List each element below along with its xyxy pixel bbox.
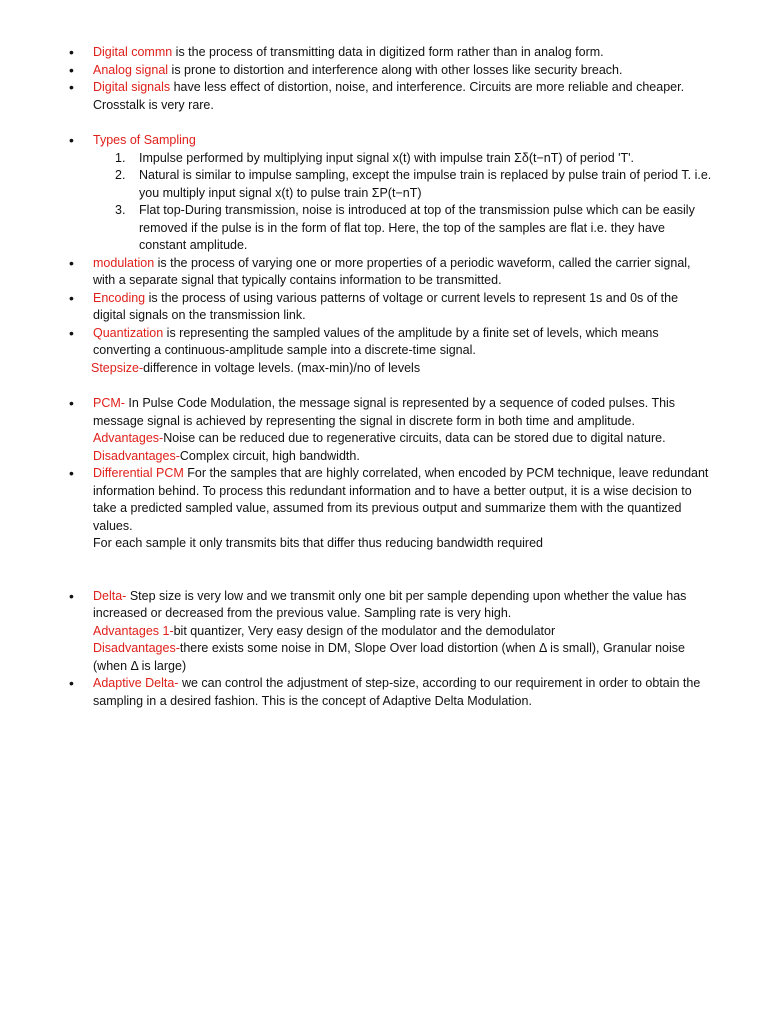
bullet-analog-signal	[0, 62, 768, 80]
item-text: Flat top-During transmission, noise is introduced at top of the transmission pulse which can be easily removed if the pulse is in the form of flat top. Here, the top of the samples are flat i.e. they have constant amplitude.	[139, 203, 695, 252]
text-pcm: In Pulse Code Modulation, the message signal is represented by a sequence of coded pulses. This message signal is achieved by representing the signal in discrete form in both time and amplitude.	[93, 396, 676, 428]
term-delta-advantages: Advantages 1-	[93, 623, 174, 638]
text-digital-commn: is the process of transmitting data in digitized form rather than in analog form.	[172, 45, 604, 59]
item-text: Natural is similar to impulse sampling, except the impulse train is replaced by pulse train of period T. i.e. you multiply input signal x(t) to pulse train ΣP(t−nT)	[139, 168, 712, 200]
bullet-pcm	[0, 395, 768, 465]
sampling-type-item	[93, 150, 712, 168]
term-pcm-disadvantages: Disadvantages-	[93, 448, 180, 463]
bullet-encoding	[0, 290, 768, 325]
term-pcm: PCM-	[93, 396, 125, 410]
text-analog-signal: is prone to distortion and interference along with other losses like security breach.	[168, 62, 623, 77]
term-adaptive-delta: Adaptive Delta-	[93, 676, 179, 690]
text-differential-pcm-2: For each sample it only transmits bits that differ thus reducing bandwidth required	[93, 536, 543, 550]
text-delta-disadvantages: there exists some noise in DM, Slope Over load distortion (when Δ is small), Granular noise (when Δ is large)	[93, 641, 685, 673]
stepsize-line	[91, 360, 712, 378]
bullet-differential-pcm	[0, 465, 768, 553]
text-differential-pcm: For the samples that are highly correlated, when encoded by PCM technique, leave redundant information behind. To process this redundant information and to have a better output, it is a wise decision to take a predicted sampled value, assumed from its previous output and summarize them with the quantized values.	[93, 466, 709, 533]
spacer	[0, 114, 768, 132]
item-text: Impulse performed by multiplying input signal x(t) with impulse train Σδ(t−nT) of period 'T'.	[139, 150, 634, 165]
text-delta: Step size is very low and we transmit only one bit per sample depending upon whether the value has increased or decreased from the previous value. Sampling rate is very high.	[93, 588, 687, 620]
delta-disadvantages-line	[93, 640, 712, 675]
item-number: 2.	[115, 168, 126, 182]
text-adaptive-delta: we can control the adjustment of step-size, according to our requirement in order to obtain the sampling in a desired fashion. This is the concept of Adaptive Delta Modulation.	[93, 676, 701, 708]
term-delta: Delta-	[93, 588, 127, 603]
bullet-modulation	[0, 255, 768, 290]
item-number: 1.	[115, 150, 126, 165]
term-differential-pcm: Differential PCM	[93, 466, 184, 480]
sampling-type-item	[93, 167, 712, 202]
text-modulation: is the process of varying one or more properties of a periodic waveform, called the carrier signal, with a separate signal that typically contains information to be transmitted.	[93, 255, 691, 287]
text-pcm-advantages: Noise can be reduced due to regenerative circuits, data can be stored due to digital nature.	[163, 431, 666, 445]
text-digital-signals: have less effect of distortion, noise, and interference. Circuits are more reliable and cheaper. Crosstalk is very rare.	[93, 80, 685, 112]
term-digital-commn: Digital commn	[93, 45, 173, 59]
term-pcm-advantages: Advantages-	[93, 431, 164, 445]
bullet-list-main	[0, 132, 768, 377]
term-modulation: modulation	[93, 255, 155, 270]
bullet-list-pcm	[0, 395, 768, 553]
text-encoding: is the process of using various patterns of voltage or current levels to represent 1s and 0s of the digital signals on the transmission link.	[93, 290, 679, 322]
spacer	[0, 553, 768, 588]
document-page	[0, 44, 768, 710]
pcm-disadvantages-line	[93, 448, 712, 466]
term-encoding: Encoding	[93, 290, 146, 305]
bullet-digital-commn	[0, 44, 768, 62]
bullet-adaptive-delta	[0, 675, 768, 710]
text-stepsize: difference in voltage levels. (max-min)/no of levels	[143, 360, 421, 375]
bullet-list-delta	[0, 588, 768, 711]
item-number: 3.	[115, 203, 126, 217]
term-stepsize: Stepsize-	[91, 360, 144, 375]
bullet-delta	[0, 588, 768, 676]
term-analog-signal: Analog signal	[93, 62, 169, 77]
term-delta-disadvantages: Disadvantages-	[93, 641, 180, 655]
bullet-digital-signals	[0, 79, 768, 114]
term-digital-signals: Digital signals	[93, 80, 171, 94]
sampling-type-item	[93, 202, 712, 255]
term-types-of-sampling: • Types of Sampling	[93, 133, 196, 147]
sampling-types-list	[93, 150, 712, 255]
text-pcm-disadvantages: Complex circuit, high bandwidth.	[179, 448, 360, 463]
pcm-advantages-line	[93, 430, 712, 448]
term-quantization: Quantization	[93, 325, 164, 340]
bullet-quantization	[0, 325, 768, 378]
spacer	[0, 377, 768, 395]
bullet-list-intro	[0, 44, 768, 114]
text-quantization: is representing the sampled values of the amplitude by a finite set of levels, which means converting a continuous-amplitude sample into a discrete-time signal.	[93, 325, 659, 357]
delta-advantages-line	[93, 623, 712, 641]
text-delta-advantages: bit quantizer, Very easy design of the modulator and the demodulator	[173, 623, 556, 638]
bullet-types-of-sampling	[0, 132, 768, 255]
